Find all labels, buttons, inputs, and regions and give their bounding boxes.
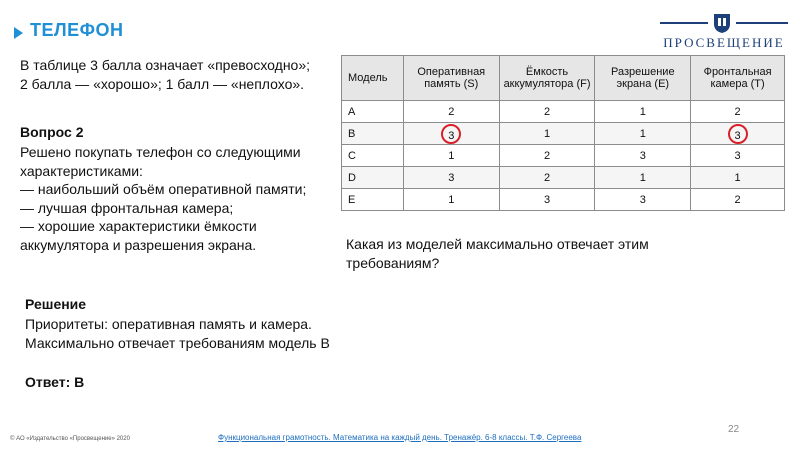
slide-title: ТЕЛЕФОН bbox=[30, 20, 124, 40]
col-header-battery: Ёмкость аккумулятора (F) bbox=[499, 56, 595, 101]
model-cell: E bbox=[342, 189, 404, 211]
model-cell: D bbox=[342, 167, 404, 189]
model-cell: B bbox=[342, 123, 404, 145]
phone-spec-table bbox=[341, 55, 785, 211]
copyright-text: © АО «Издательство «Просвещение» 2020 bbox=[10, 436, 130, 442]
logo-text: ПРОСВЕЩЕНИЕ bbox=[663, 35, 785, 50]
col-header-memory: Оперативная память (S) bbox=[403, 56, 499, 101]
page-number: 22 bbox=[728, 424, 740, 435]
highlight-circle: 3 bbox=[728, 124, 748, 144]
score-cell: 3 bbox=[499, 189, 595, 211]
logo-line-right bbox=[736, 22, 788, 24]
question-line: — лучшая фронтальная камера; bbox=[20, 199, 234, 216]
col-header-camera: Фронтальная камера (T) bbox=[691, 56, 785, 101]
table-row bbox=[342, 145, 785, 167]
score-cell: 2 bbox=[499, 145, 595, 167]
model-cell: A bbox=[342, 101, 404, 123]
question-title: Вопрос 2 bbox=[20, 124, 84, 140]
solution-body bbox=[25, 315, 445, 353]
table-row bbox=[342, 189, 785, 211]
score-cell: 1 bbox=[595, 167, 691, 189]
score-cell: 2 bbox=[499, 101, 595, 123]
table-body bbox=[342, 101, 785, 211]
model-cell: C bbox=[342, 145, 404, 167]
table-header-row bbox=[342, 56, 785, 101]
score-cell: 3 bbox=[403, 167, 499, 189]
score-cell: 2 bbox=[499, 167, 595, 189]
table-row bbox=[342, 123, 785, 145]
question-line: Решено покупать телефон со следующими характеристиками: bbox=[20, 144, 301, 179]
score-cell bbox=[691, 123, 785, 145]
score-cell: 2 bbox=[691, 101, 785, 123]
question-text: Какая из моделей максимально отвечает этим требованиям? bbox=[346, 236, 649, 271]
score-cell: 1 bbox=[403, 189, 499, 211]
score-cell bbox=[403, 123, 499, 145]
score-cell: 1 bbox=[499, 123, 595, 145]
logo-line-left bbox=[660, 22, 708, 24]
intro-text: В таблице 3 балла означает «превосходно»; 2 балла — «хорошо»; 1 балл — «неплохо». bbox=[20, 57, 311, 92]
score-cell: 1 bbox=[595, 123, 691, 145]
logo-emblem-icon bbox=[712, 12, 732, 34]
play-triangle-icon bbox=[14, 27, 23, 39]
score-cell: 1 bbox=[595, 101, 691, 123]
score-cell: 1 bbox=[403, 145, 499, 167]
score-cell: 3 bbox=[595, 189, 691, 211]
score-cell: 2 bbox=[403, 101, 499, 123]
solution-line: Максимально отвечает требованиям модель В bbox=[25, 335, 330, 351]
score-cell: 2 bbox=[691, 189, 785, 211]
col-header-resolution: Разрешение экрана (E) bbox=[595, 56, 691, 101]
question-body bbox=[20, 143, 320, 255]
col-header-model: Модель bbox=[342, 56, 404, 101]
score-cell: 3 bbox=[691, 145, 785, 167]
question-line: — хорошие характеристики ёмкости аккумулятора и разрешения экрана. bbox=[20, 218, 257, 253]
publisher-logo bbox=[660, 8, 788, 58]
score-cell: 3 bbox=[595, 145, 691, 167]
table-row bbox=[342, 101, 785, 123]
answer-text: Ответ: В bbox=[25, 374, 85, 390]
table-row bbox=[342, 167, 785, 189]
highlight-circle: 3 bbox=[441, 124, 461, 144]
source-link[interactable]: Функциональная грамотность. Математика на каждый день. Тренажёр. 6-8 классы. Т.Ф. Сергеева bbox=[218, 433, 582, 442]
score-cell: 1 bbox=[691, 167, 785, 189]
question-line: — наибольший объём оперативной памяти; bbox=[20, 181, 307, 198]
solution-line: Приоритеты: оперативная память и камера. bbox=[25, 316, 312, 332]
solution-title: Решение bbox=[25, 296, 87, 312]
